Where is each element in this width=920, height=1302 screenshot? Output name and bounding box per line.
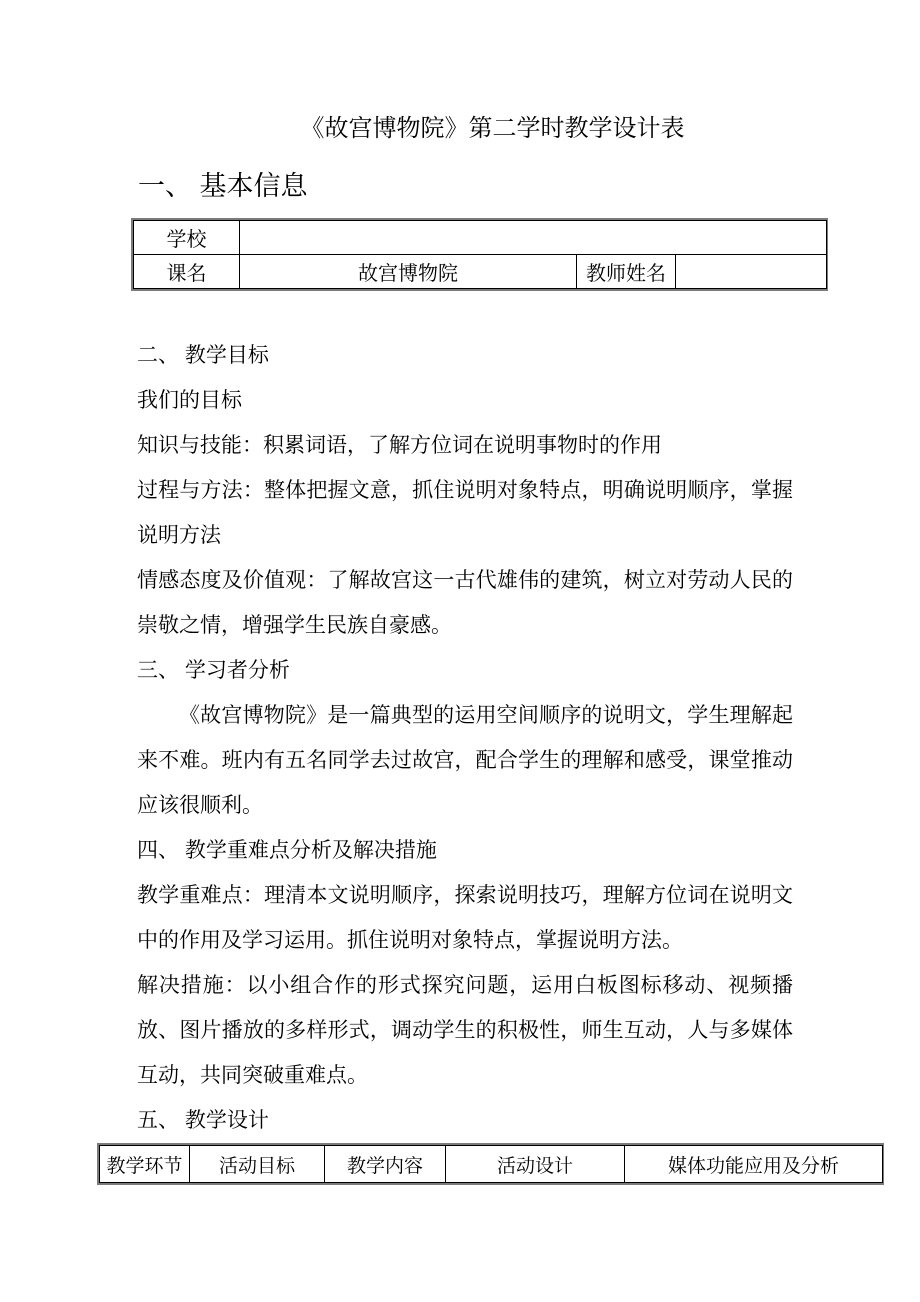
objectives-attitude-values: 情感态度及价值观：了解故宫这一古代雄伟的建筑，树立对劳动人民的崇敬之情，增强学生民族自豪感。 xyxy=(137,569,793,637)
header-cell-media-function: 媒体功能应用及分析 xyxy=(625,1146,883,1183)
design-table-border xyxy=(97,1143,884,1185)
learner-analysis-paragraph: 《故宫博物院》是一篇典型的运用空间顺序的说明文，学生理解起来不难。班内有五名同学去过故宫，配合学生的理解和感受，课堂推动应该很顺利。 xyxy=(137,704,793,817)
school-label-cell: 学校 xyxy=(134,221,240,255)
school-value-cell xyxy=(240,221,827,255)
table-row xyxy=(134,255,827,289)
teacher-name-label-cell: 教师姓名 xyxy=(577,255,676,289)
header-cell-teaching-content: 教学内容 xyxy=(325,1146,446,1183)
table-row xyxy=(134,221,827,255)
objectives-intro: 我们的目标 xyxy=(137,389,242,412)
section-heading-design: 五、 教学设计 xyxy=(137,1109,269,1132)
objectives-knowledge-skills: 知识与技能：积累词语，了解方位词在说明事物时的作用 xyxy=(137,434,662,457)
section-heading-difficulties: 四、 教学重难点分析及解决措施 xyxy=(137,839,437,862)
design-table xyxy=(99,1145,883,1183)
section-heading-objectives: 二、 教学目标 xyxy=(137,344,269,367)
header-cell-activity-goal: 活动目标 xyxy=(190,1146,325,1183)
solutions-paragraph: 解决措施：以小组合作的形式探究问题，运用白板图标移动、视频播放、图片播放的多样形式，调动学生的积极性，师生互动，人与多媒体互动，共同突破重难点。 xyxy=(137,974,793,1087)
difficulties-paragraph: 教学重难点：理清本文说明顺序，探索说明技巧，理解方位词在说明文中的作用及学习运用。抓住说明对象特点，掌握说明方法。 xyxy=(137,884,793,952)
document-title: 《故宫博物院》第二学时教学设计表 xyxy=(300,115,685,142)
basic-info-table xyxy=(133,220,827,289)
objectives-process-methods: 过程与方法：整体把握文意，抓住说明对象特点，明确说明顺序，掌握说明方法 xyxy=(137,479,793,547)
section-heading-learner-analysis: 三、 学习者分析 xyxy=(137,659,290,682)
header-cell-activity-design: 活动设计 xyxy=(446,1146,625,1183)
document-body xyxy=(137,333,793,1143)
basic-info-table-border xyxy=(131,218,828,291)
header-cell-stage: 教学环节 xyxy=(100,1146,190,1183)
section-heading-basic-info: 一、 基本信息 xyxy=(138,171,308,201)
course-value-cell: 故宫博物院 xyxy=(240,255,577,289)
course-label-cell: 课名 xyxy=(134,255,240,289)
teacher-name-value-cell xyxy=(676,255,827,289)
design-table-header-row xyxy=(100,1146,883,1183)
